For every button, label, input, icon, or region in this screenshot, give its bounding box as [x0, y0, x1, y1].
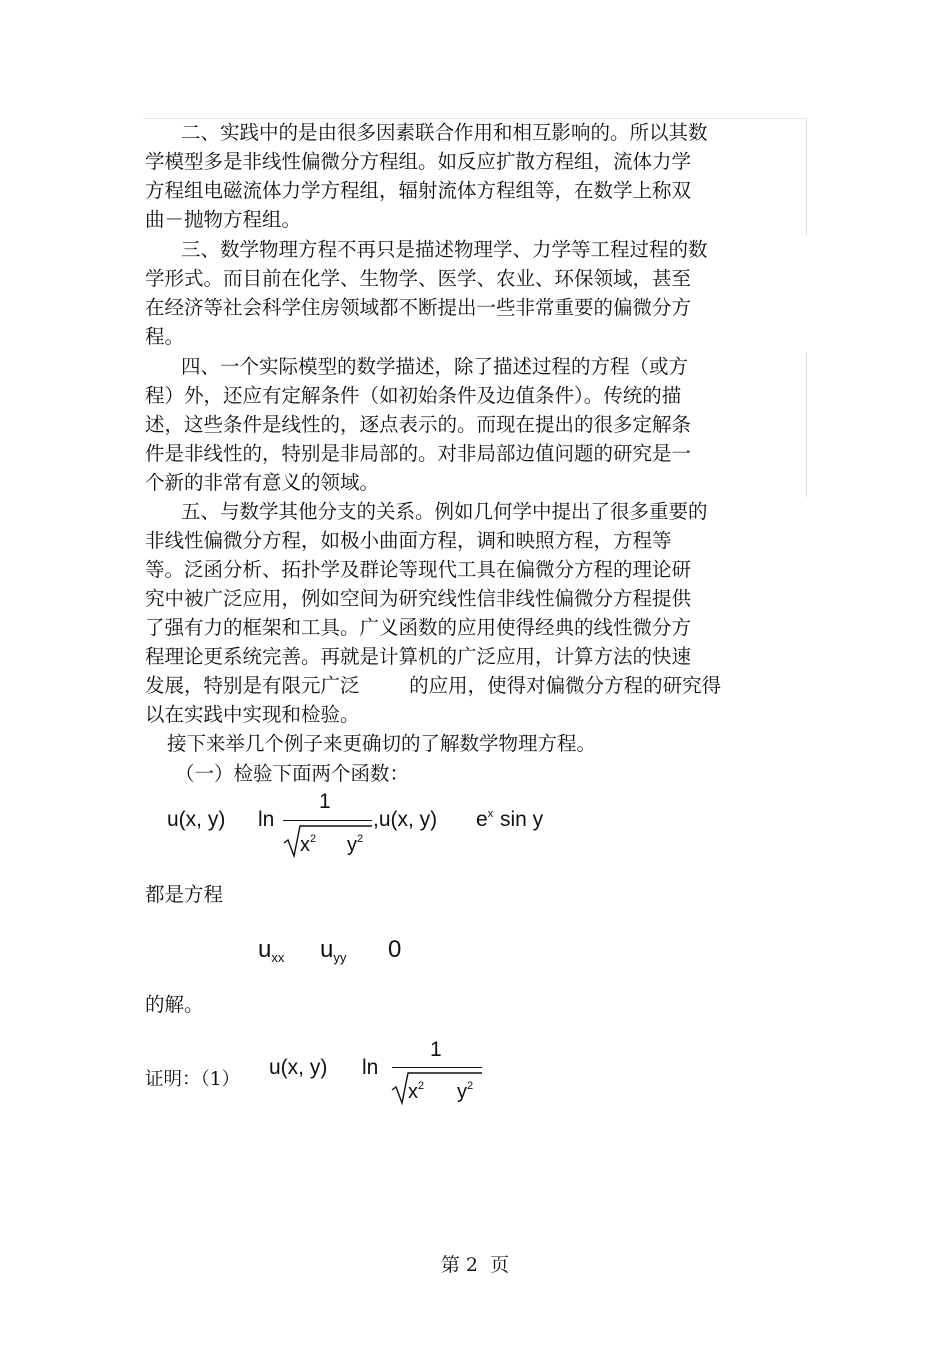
formula-2-ln: ln [362, 1056, 379, 1079]
text-line: 程。 [145, 325, 185, 348]
text-line: 曲－抛物方程组。 [145, 208, 302, 231]
proof-label: 证明：（1） [145, 1069, 241, 1090]
equation-u-xx: $u_{xx}$ [258, 936, 285, 965]
box-rule-right-1 [806, 118, 807, 235]
text-line: 个新的非常有意义的领域。 [145, 471, 380, 494]
formula-1-fraction-bar [283, 820, 372, 821]
equation-u-yy: $u_{yy}$ [320, 936, 347, 965]
text-line: 非线性偏微分方程，如极小曲面方程，调和映照方程，方程等 [145, 529, 672, 552]
text-line: 程）外，还应有定解条件（如初始条件及边值条件）。传统的描 [145, 384, 682, 407]
subscript: yy [333, 950, 347, 965]
page-number: 第 2 页 [440, 1254, 510, 1276]
text-line: 三、数学物理方程不再只是描述物理学、力学等工程过程的数 [181, 238, 708, 261]
formula-2-fraction-bar [392, 1067, 482, 1068]
text-line: 四、一个实际模型的数学描述，除了描述过程的方程（或方 [181, 355, 689, 378]
of-solution-text: 的解。 [145, 993, 204, 1016]
formula-1-sin: sin y [500, 808, 544, 831]
box-rule-right-2 [806, 352, 807, 497]
exponent: 2 [357, 833, 364, 845]
formula-1-ln: ln [258, 808, 275, 831]
text-line: 件是非线性的，特别是非局部的。对非局部边值问题的研究是一 [145, 442, 692, 465]
exponent: 2 [467, 1080, 474, 1092]
are-solutions-text: 都是方程 [145, 883, 224, 906]
formula-2-radicand-x: $x^2$ [408, 1080, 425, 1103]
text-line: 发展，特别是有限元广泛 的应用，使得对偏微分方程的研究得 [145, 674, 722, 697]
formula-2-numerator: 1 [430, 1038, 442, 1061]
formula-1-u: u(x, y) [167, 808, 226, 831]
formula-1-radicand-x: $x^2$ [300, 833, 317, 856]
formula-2-u: u(x, y) [269, 1056, 328, 1079]
text-line: 以在实践中实现和检验。 [145, 703, 360, 726]
intro-line: 接下来举几个例子来更确切的了解数学物理方程。 [167, 732, 597, 755]
text-line: 等。泛函分析、拓扑学及群论等现代工具在偏微分方程的理论研 [145, 558, 692, 581]
text-line: 学模型多是非线性偏微分方程组。如反应扩散方程组，流体力学 [145, 150, 692, 173]
text-line: 二、实践中的是由很多因素联合作用和相互影响的。所以其数 [181, 121, 708, 144]
text-line: 五、与数学其他分支的关系。例如几何学中提出了很多重要的 [181, 500, 708, 523]
formula-1-exp: $e^x$ [476, 808, 494, 831]
subscript: xx [271, 950, 285, 965]
text-line: 述，这些条件是线性的，逐点表示的。而现在提出的很多定解条 [145, 413, 692, 436]
text-line: 了强有力的框架和工具。广义函数的应用使得经典的线性微分方 [145, 616, 692, 639]
paragraph-3 [145, 235, 755, 351]
example-heading: （一）检验下面两个函数： [175, 762, 410, 785]
paragraph-4 [145, 352, 755, 497]
text-line: 方程组电磁流体力学方程组，辐射流体方程组等，在数学上称双 [145, 179, 692, 202]
paragraph-2 [145, 118, 755, 234]
exponent: 2 [310, 833, 317, 845]
text-line: 学形式。而目前在化学、生物学、医学、农业、环保领域，甚至 [145, 267, 692, 290]
formula-1-numerator: 1 [319, 790, 331, 813]
equation-zero: 0 [388, 936, 402, 963]
exponent: 2 [418, 1080, 425, 1092]
text-line: 程理论更系统完善。再就是计算机的广泛应用，计算方法的快速 [145, 645, 692, 668]
paragraph-5 [145, 497, 755, 729]
text-line: 在经济等社会科学住房领域都不断提出一些非常重要的偏微分方 [145, 296, 692, 319]
text-line: 究中被广泛应用，例如空间为研究线性信非线性偏微分方程提供 [145, 587, 692, 610]
formula-1-radicand-y: $y^2$ [347, 833, 364, 856]
exponent: x [487, 808, 494, 820]
formula-1-second-u: ,u(x, y) [373, 808, 438, 831]
formula-2-radicand-y: $y^2$ [457, 1080, 474, 1103]
